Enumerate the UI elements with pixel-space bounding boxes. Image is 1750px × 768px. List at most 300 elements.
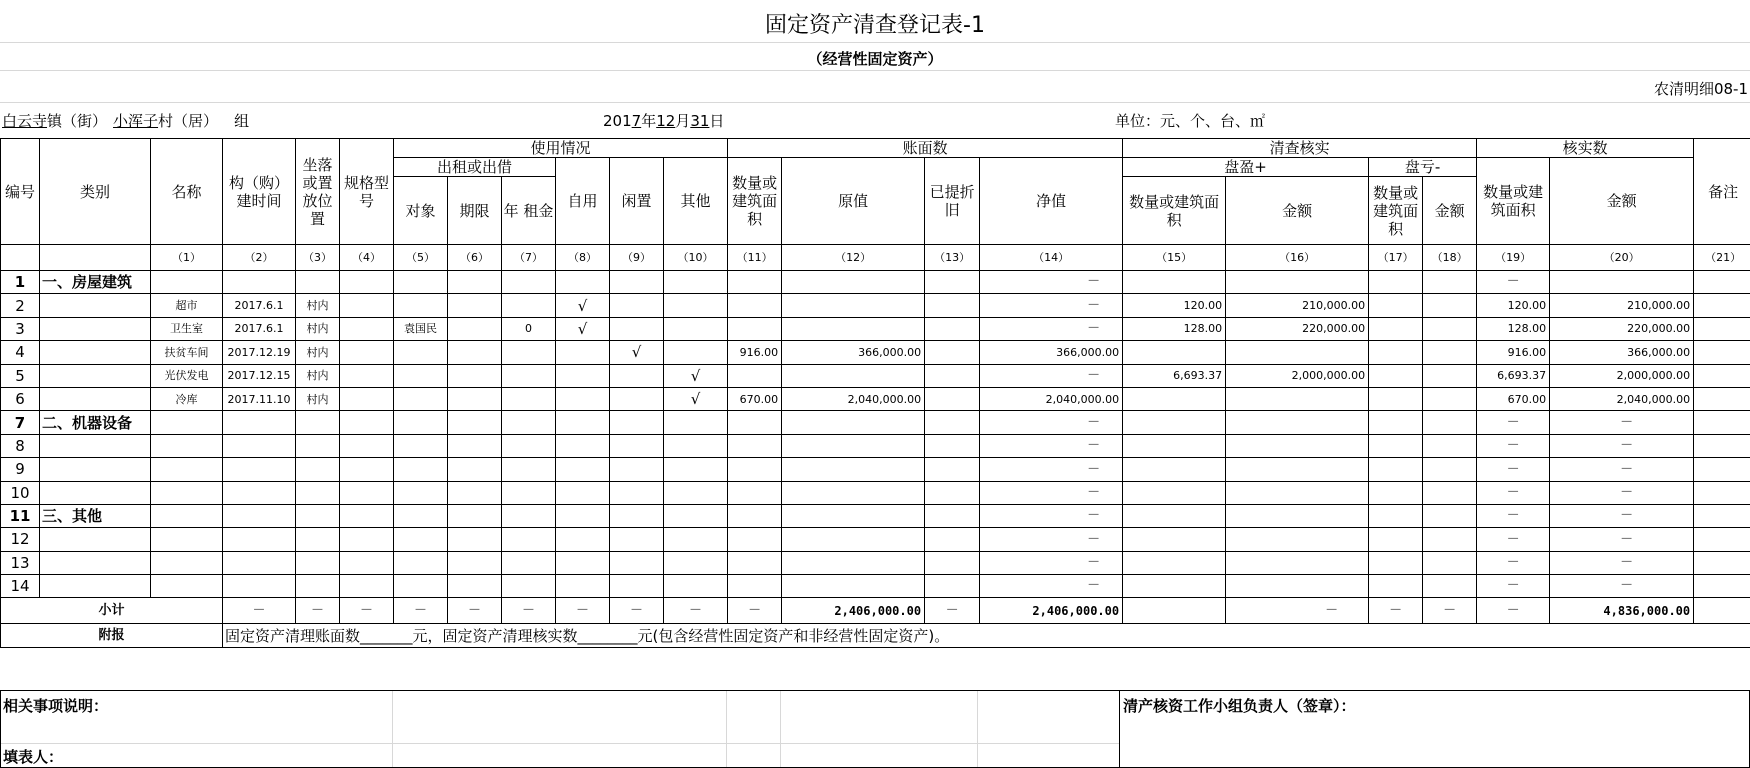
table-row <box>1 551 1750 574</box>
cell-time: 2017.12.15 <box>223 364 296 387</box>
cell-lterm <box>448 341 502 364</box>
appendix-label: 附报 <box>1 624 223 648</box>
cell-spec <box>340 387 394 410</box>
cell-spec <box>340 528 394 551</box>
cell-va: － <box>1550 504 1694 527</box>
colnum-cell: （19） <box>1477 245 1550 271</box>
header-annual-rent: 年 租金 <box>502 177 556 245</box>
cell-bo: 2,040,000.00 <box>782 387 925 410</box>
cell-bd <box>925 458 980 481</box>
leader-signature-label: 清产核资工作小组负责人（签章）： <box>1123 697 1356 715</box>
cell-no: 6 <box>1 387 40 410</box>
cell-no: 1 <box>1 271 40 294</box>
cell-idle <box>610 458 664 481</box>
cell-va: － <box>1550 481 1694 504</box>
cell-lq <box>1369 434 1423 457</box>
cell-no: 7 <box>1 411 40 434</box>
cell-sa <box>1226 411 1369 434</box>
cell-bq <box>728 317 782 340</box>
cell-va: － <box>1550 458 1694 481</box>
cell-bn: － <box>980 481 1123 504</box>
cell-time: 2017.11.10 <box>223 387 296 410</box>
cell-loc <box>296 575 340 598</box>
subtotal-cell: － <box>728 598 782 624</box>
cell-time <box>223 458 296 481</box>
colnum-cell: （11） <box>728 245 782 271</box>
cell-bd <box>925 481 980 504</box>
cell-cat: 三、其他 <box>40 504 151 527</box>
cell-rm <box>1694 341 1750 364</box>
cell-self <box>556 504 610 527</box>
cell-bn: － <box>980 528 1123 551</box>
cell-rm <box>1694 411 1750 434</box>
cell-vq: － <box>1477 434 1550 457</box>
subtotal-cell: － <box>556 598 610 624</box>
cell-bq <box>728 364 782 387</box>
cell-bo <box>782 364 925 387</box>
header-book: 账面数 <box>728 139 1123 158</box>
cell-sa <box>1226 575 1369 598</box>
cell-vq: 120.00 <box>1477 294 1550 317</box>
cell-la <box>1423 528 1477 551</box>
cell-bn: － <box>980 504 1123 527</box>
cell-name <box>151 504 223 527</box>
header-surplus: 盘盈+ <box>1123 158 1369 177</box>
cell-other <box>664 341 728 364</box>
cell-other <box>664 481 728 504</box>
cell-vq: － <box>1477 458 1550 481</box>
cell-vq: 916.00 <box>1477 341 1550 364</box>
cell-la <box>1423 504 1477 527</box>
table-row <box>1 411 1750 434</box>
cell-time <box>223 504 296 527</box>
cell-lq <box>1369 294 1423 317</box>
cell-rent <box>502 341 556 364</box>
table-row <box>1 271 1750 294</box>
cell-bn: － <box>980 411 1123 434</box>
header-verified-qty: 数量或建筑面积 <box>1477 158 1550 245</box>
cell-vq: 670.00 <box>1477 387 1550 410</box>
cell-lt <box>394 364 448 387</box>
colnum-cell: （2） <box>223 245 296 271</box>
cell-lq <box>1369 528 1423 551</box>
cell-other <box>664 575 728 598</box>
cell-time <box>223 434 296 457</box>
cell-rm <box>1694 294 1750 317</box>
header-book-net: 净值 <box>980 158 1123 245</box>
cell-name <box>151 481 223 504</box>
date-month: 12 <box>656 112 676 130</box>
cell-bd <box>925 411 980 434</box>
cell-rent: 0 <box>502 317 556 340</box>
sheet-subtitle: （经营性固定资产） <box>807 50 943 68</box>
cell-bn: － <box>980 551 1123 574</box>
cell-bo <box>782 528 925 551</box>
header-self-use: 自用 <box>556 158 610 245</box>
cell-bn: － <box>980 434 1123 457</box>
cell-loc <box>296 434 340 457</box>
cell-bo: 366,000.00 <box>782 341 925 364</box>
cell-spec <box>340 341 394 364</box>
cell-name <box>151 575 223 598</box>
subtotal-cell: － <box>1423 598 1477 624</box>
cell-vq: － <box>1477 504 1550 527</box>
cell-self <box>556 434 610 457</box>
header-loss: 盘亏- <box>1369 158 1477 177</box>
cell-no: 11 <box>1 504 40 527</box>
cell-rent <box>502 504 556 527</box>
cell-loc: 村内 <box>296 387 340 410</box>
header-book-depr: 已提折旧 <box>925 158 980 245</box>
cell-rm <box>1694 364 1750 387</box>
cell-rent <box>502 434 556 457</box>
cell-loc <box>296 551 340 574</box>
colnum-cell: （1） <box>151 245 223 271</box>
column-number-row <box>1 245 1750 271</box>
cell-name <box>151 551 223 574</box>
header-loss-amt: 金额 <box>1423 177 1477 245</box>
cell-bq <box>728 575 782 598</box>
colnum-cell: （15） <box>1123 245 1226 271</box>
colnum-cell: （9） <box>610 245 664 271</box>
subtotal-cell: － <box>223 598 296 624</box>
colnum-cell: （8） <box>556 245 610 271</box>
table-row <box>1 458 1750 481</box>
subtotal-cell: － <box>1369 598 1423 624</box>
subtotal-cell <box>1123 598 1226 624</box>
cell-time <box>223 575 296 598</box>
subtotal-row <box>1 598 1750 624</box>
subtotal-cell: － <box>296 598 340 624</box>
subtotal-cell <box>1694 598 1750 624</box>
cell-name: 冷库 <box>151 387 223 410</box>
cell-bq <box>728 434 782 457</box>
cell-self <box>556 528 610 551</box>
cell-lt <box>394 481 448 504</box>
cell-lt <box>394 271 448 294</box>
cell-sa <box>1226 458 1369 481</box>
cell-va: 210,000.00 <box>1550 294 1694 317</box>
form-code: 农清明细08-1 <box>1653 80 1748 98</box>
cell-va <box>1550 271 1694 294</box>
cell-la <box>1423 271 1477 294</box>
cell-bn: － <box>980 317 1123 340</box>
cell-lq <box>1369 341 1423 364</box>
cell-va: 2,000,000.00 <box>1550 364 1694 387</box>
cell-sa <box>1226 341 1369 364</box>
cell-bo <box>782 434 925 457</box>
table-row <box>1 294 1750 317</box>
cell-no: 10 <box>1 481 40 504</box>
cell-lq <box>1369 317 1423 340</box>
cell-bn: 366,000.00 <box>980 341 1123 364</box>
cell-spec <box>340 294 394 317</box>
cell-la <box>1423 364 1477 387</box>
cell-lq <box>1369 411 1423 434</box>
cell-bd <box>925 575 980 598</box>
subtotal-label: 小计 <box>1 598 223 624</box>
cell-lterm <box>448 294 502 317</box>
cell-va: － <box>1550 434 1694 457</box>
cell-lq <box>1369 458 1423 481</box>
cell-sq <box>1123 551 1226 574</box>
cell-rent <box>502 364 556 387</box>
header-check: 清查核实 <box>1123 139 1477 158</box>
cell-sq <box>1123 434 1226 457</box>
cell-self <box>556 364 610 387</box>
cell-no: 4 <box>1 341 40 364</box>
cell-idle <box>610 411 664 434</box>
cell-sq <box>1123 481 1226 504</box>
colnum-cell: （13） <box>925 245 980 271</box>
cell-loc: 村内 <box>296 317 340 340</box>
cell-bq <box>728 271 782 294</box>
cell-loc: 村内 <box>296 294 340 317</box>
cell-bo <box>782 458 925 481</box>
cell-name: 光伏发电 <box>151 364 223 387</box>
cell-lt <box>394 341 448 364</box>
date-m: 月 <box>675 112 691 130</box>
cell-cat: 二、机器设备 <box>40 411 151 434</box>
sheet-title: 固定资产清查登记表-1 <box>765 13 985 38</box>
cell-vq: － <box>1477 551 1550 574</box>
header-loss-qty: 数量或建筑面积 <box>1369 177 1423 245</box>
appendix-text: 固定资产清理账面数_______元，固定资产清理核实数________元(包含经营性固定资产和非经营性固定资产)。 <box>223 624 1750 648</box>
cell-self <box>556 551 610 574</box>
cell-name <box>151 458 223 481</box>
cell-sa <box>1226 504 1369 527</box>
cell-lterm <box>448 458 502 481</box>
cell-rm <box>1694 387 1750 410</box>
cell-cat <box>40 551 151 574</box>
cell-rm <box>1694 317 1750 340</box>
cell-rent <box>502 294 556 317</box>
cell-sq <box>1123 575 1226 598</box>
cell-other <box>664 551 728 574</box>
header-book-original: 原值 <box>782 158 925 245</box>
cell-loc <box>296 271 340 294</box>
cell-time: 2017.6.1 <box>223 294 296 317</box>
cell-lterm <box>448 481 502 504</box>
cell-idle <box>610 575 664 598</box>
village-suffix: 村（居） <box>158 112 219 130</box>
header-spec: 规格型号 <box>340 139 394 245</box>
cell-sa <box>1226 528 1369 551</box>
cell-lt <box>394 434 448 457</box>
cell-lt <box>394 387 448 410</box>
cell-rent <box>502 387 556 410</box>
unit-label: 单位：元、个、台、㎡ <box>1115 112 1266 130</box>
cell-lterm <box>448 317 502 340</box>
cell-cat <box>40 364 151 387</box>
cell-no: 3 <box>1 317 40 340</box>
cell-bq <box>728 458 782 481</box>
cell-bd <box>925 364 980 387</box>
cell-bd <box>925 271 980 294</box>
cell-bd <box>925 387 980 410</box>
table-row <box>1 528 1750 551</box>
cell-sa <box>1226 434 1369 457</box>
cell-other <box>664 504 728 527</box>
cell-name <box>151 434 223 457</box>
date-year-a: 201 <box>603 112 632 130</box>
cell-bo <box>782 317 925 340</box>
cell-lq <box>1369 364 1423 387</box>
cell-bq: 916.00 <box>728 341 782 364</box>
cell-sq: 120.00 <box>1123 294 1226 317</box>
cell-bo <box>782 504 925 527</box>
subtotal-cell: － <box>502 598 556 624</box>
cell-rm <box>1694 271 1750 294</box>
cell-spec <box>340 575 394 598</box>
header-verified: 核实数 <box>1477 139 1694 158</box>
cell-lq <box>1369 551 1423 574</box>
cell-self <box>556 481 610 504</box>
cell-other <box>664 528 728 551</box>
colnum-cell <box>40 245 151 271</box>
cell-vq: 128.00 <box>1477 317 1550 340</box>
cell-bn: － <box>980 575 1123 598</box>
cell-la <box>1423 434 1477 457</box>
cell-idle <box>610 504 664 527</box>
cell-self <box>556 411 610 434</box>
cell-rent <box>502 411 556 434</box>
cell-la <box>1423 551 1477 574</box>
cell-bq <box>728 504 782 527</box>
cell-rm <box>1694 551 1750 574</box>
cell-la <box>1423 317 1477 340</box>
cell-lt <box>394 504 448 527</box>
cell-sa: 210,000.00 <box>1226 294 1369 317</box>
cell-sa <box>1226 481 1369 504</box>
colnum-cell: （14） <box>980 245 1123 271</box>
cell-time <box>223 528 296 551</box>
cell-other <box>664 434 728 457</box>
cell-bq <box>728 528 782 551</box>
colnum-cell: （5） <box>394 245 448 271</box>
cell-bo <box>782 575 925 598</box>
cell-bq <box>728 294 782 317</box>
cell-bn: － <box>980 364 1123 387</box>
cell-vq: － <box>1477 481 1550 504</box>
cell-time <box>223 481 296 504</box>
cell-rent <box>502 458 556 481</box>
table-row <box>1 575 1750 598</box>
table-row <box>1 504 1750 527</box>
header-other: 其他 <box>664 158 728 245</box>
cell-lq <box>1369 504 1423 527</box>
header-lease: 出租或出借 <box>394 158 556 177</box>
report-date <box>603 110 724 131</box>
colnum-cell: （16） <box>1226 245 1369 271</box>
cell-bo <box>782 294 925 317</box>
cell-la <box>1423 481 1477 504</box>
appendix-row <box>1 624 1750 648</box>
table-row <box>1 317 1750 340</box>
town-suffix: 镇（街） <box>47 112 108 130</box>
cell-vq: 6,693.37 <box>1477 364 1550 387</box>
cell-other <box>664 411 728 434</box>
cell-bq <box>728 411 782 434</box>
cell-cat <box>40 387 151 410</box>
cell-lterm <box>448 434 502 457</box>
village-name: 小浑子 <box>113 112 159 130</box>
cell-spec <box>340 434 394 457</box>
notes-label: 相关事项说明： <box>3 697 109 715</box>
cell-cat: 一、房屋建筑 <box>40 271 151 294</box>
cell-sq <box>1123 387 1226 410</box>
table-row <box>1 341 1750 364</box>
town-name: 白云寺 <box>2 112 48 130</box>
cell-spec <box>340 458 394 481</box>
cell-name <box>151 271 223 294</box>
cell-bd <box>925 504 980 527</box>
cell-sa: 220,000.00 <box>1226 317 1369 340</box>
cell-idle <box>610 434 664 457</box>
cell-idle <box>610 294 664 317</box>
cell-no: 14 <box>1 575 40 598</box>
cell-rm <box>1694 434 1750 457</box>
cell-bn: － <box>980 458 1123 481</box>
date-y: 年 <box>641 112 657 130</box>
cell-spec <box>340 411 394 434</box>
colnum-cell: （21） <box>1694 245 1750 271</box>
colnum-cell: （18） <box>1423 245 1477 271</box>
cell-rent <box>502 528 556 551</box>
cell-cat <box>40 341 151 364</box>
cell-loc <box>296 411 340 434</box>
cell-name: 卫生室 <box>151 317 223 340</box>
cell-sq <box>1123 458 1226 481</box>
cell-self <box>556 458 610 481</box>
date-year-b: 7 <box>631 112 642 130</box>
cell-rent <box>502 575 556 598</box>
cell-lq <box>1369 575 1423 598</box>
cell-la <box>1423 387 1477 410</box>
cell-lterm <box>448 387 502 410</box>
cell-lterm <box>448 411 502 434</box>
colnum-cell: （17） <box>1369 245 1423 271</box>
header-location: 坐落或置放位置 <box>296 139 340 245</box>
cell-vq: － <box>1477 411 1550 434</box>
cell-bq <box>728 481 782 504</box>
cell-bo <box>782 481 925 504</box>
footer-box <box>0 690 1750 768</box>
cell-cat <box>40 294 151 317</box>
cell-cat <box>40 458 151 481</box>
cell-other <box>664 294 728 317</box>
cell-self <box>556 575 610 598</box>
cell-spec <box>340 481 394 504</box>
cell-time: 2017.12.19 <box>223 341 296 364</box>
cell-time <box>223 411 296 434</box>
cell-loc <box>296 504 340 527</box>
cell-sq <box>1123 411 1226 434</box>
table-row <box>1 434 1750 457</box>
cell-spec <box>340 364 394 387</box>
table-row <box>1 481 1750 504</box>
cell-bn: － <box>980 271 1123 294</box>
cell-lq <box>1369 387 1423 410</box>
cell-lterm <box>448 364 502 387</box>
cell-rm <box>1694 575 1750 598</box>
cell-bd <box>925 317 980 340</box>
cell-va: 2,040,000.00 <box>1550 387 1694 410</box>
cell-va: － <box>1550 528 1694 551</box>
cell-no: 13 <box>1 551 40 574</box>
cell-no: 5 <box>1 364 40 387</box>
cell-bn: 2,040,000.00 <box>980 387 1123 410</box>
